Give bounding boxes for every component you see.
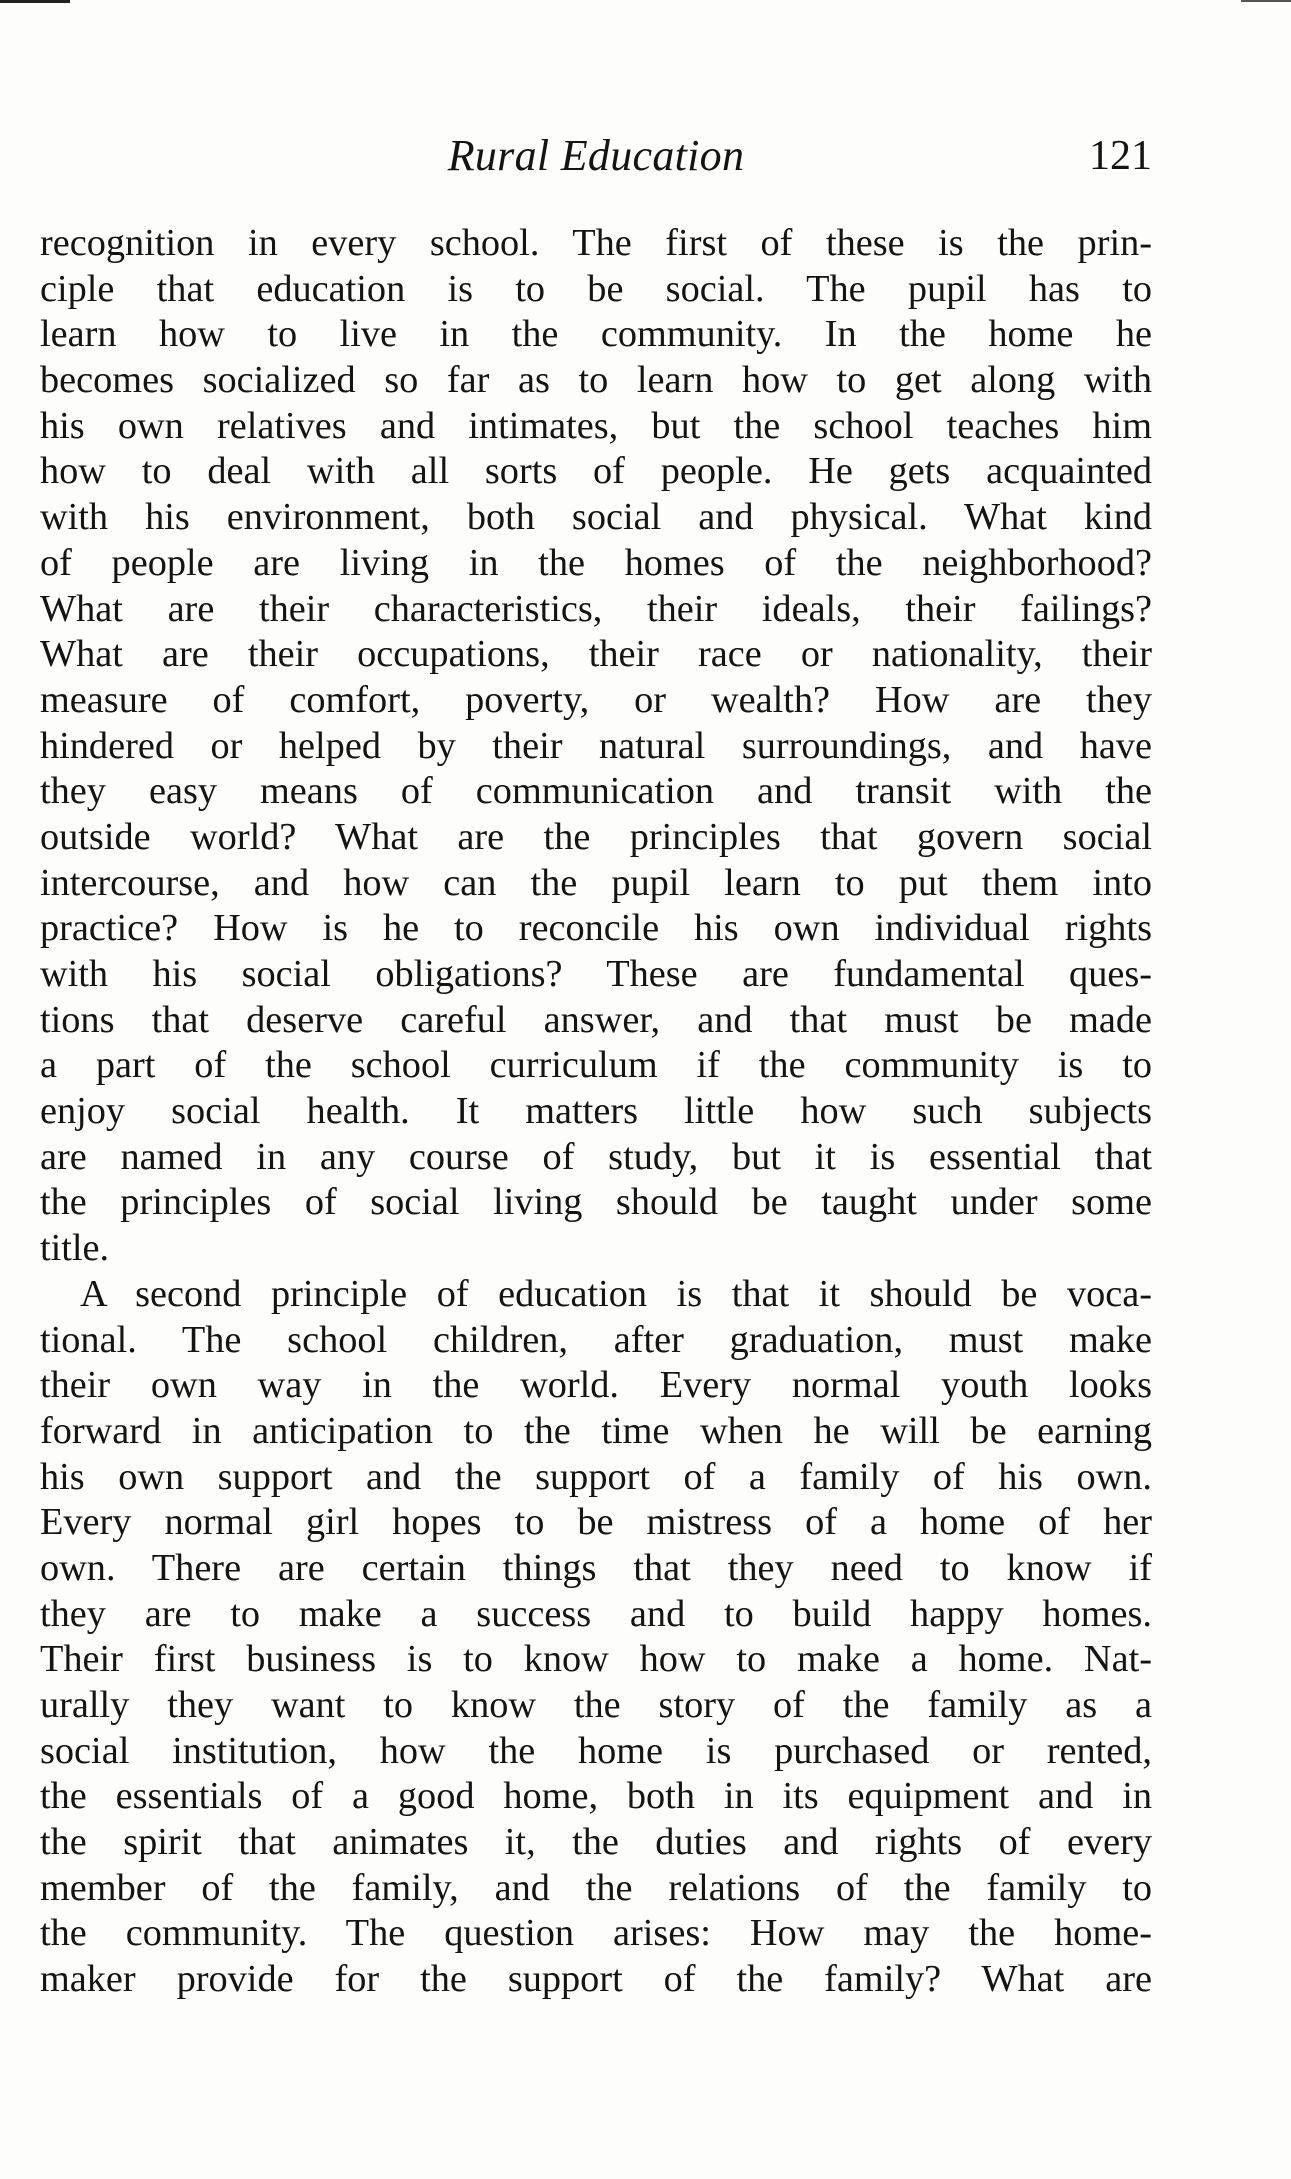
text-line: with his social obligations? These are fundamental ques- — [40, 953, 1152, 995]
text-line: the essentials of a good home, both in its equipment and in — [40, 1775, 1152, 1818]
text-line: urally they want to know the story of the family as a — [40, 1684, 1152, 1726]
text-line: tions that deserve careful answer, and that must be made — [40, 998, 1152, 1041]
text-line: What are their occupations, their race or nationality, their — [40, 633, 1152, 676]
text-line: are named in any course of study, but it is essential that — [40, 1135, 1152, 1178]
scan-edge-mark-right — [1241, 0, 1291, 2]
text-line: becomes socialized so far as to learn how to get along with — [40, 359, 1152, 402]
text-line: of people are living in the homes of the neighborhood? — [40, 541, 1152, 584]
paragraph-end-line: title. — [40, 1227, 110, 1270]
text-line: What are their characteristics, their ideals, their failings? — [40, 587, 1152, 630]
scan-edge-mark — [0, 0, 70, 3]
text-line: outside world? What are the principles that govern social — [40, 815, 1152, 858]
text-line: his own support and the support of a family of his own. — [40, 1455, 1152, 1498]
text-line: they easy means of communication and transit with the — [40, 770, 1152, 813]
text-line: their own way in the world. Every normal youth looks — [40, 1364, 1152, 1407]
text-line: the community. The question arises: How may the home- — [40, 1912, 1152, 1955]
text-line: with his environment, both social and physical. What kind — [40, 496, 1152, 539]
running-head — [40, 128, 1152, 184]
text-line: social institution, how the home is purchased or rented, — [40, 1729, 1152, 1772]
text-line: measure of comfort, poverty, or wealth? How are they — [40, 678, 1152, 721]
text-line: recognition in every school. The first of these is the prin- — [40, 222, 1152, 264]
text-line: hindered or helped by their natural surroundings, and have — [40, 724, 1152, 767]
text-line: enjoy social health. It matters little how such subjects — [40, 1090, 1152, 1133]
text-line: his own relatives and intimates, but the school teaches him — [40, 404, 1152, 447]
running-title: Rural Education — [447, 131, 745, 180]
text-line: member of the family, and the relations of the family to — [40, 1866, 1152, 1909]
paragraph-start-line: A second principle of education is that it should be voca- — [80, 1272, 1152, 1315]
text-line: intercourse, and how can the pupil learn to put them into — [40, 861, 1152, 904]
text-line: the spirit that animates it, the duties and rights of every — [40, 1821, 1152, 1864]
text-line: Their first business is to know how to make a home. Nat- — [40, 1638, 1152, 1681]
page-number: 121 — [1089, 133, 1152, 179]
text-line: they are to make a success and to build happy homes. — [40, 1592, 1152, 1635]
text-line: ciple that education is to be social. The pupil has to — [40, 267, 1152, 310]
text-line: the principles of social living should be taught under some — [40, 1181, 1152, 1224]
text-line: Every normal girl hopes to be mistress of a home of her — [40, 1501, 1152, 1544]
text-line: maker provide for the support of the family? What are — [40, 1958, 1152, 2001]
text-line: how to deal with all sorts of people. He gets acquainted — [40, 450, 1152, 493]
text-line: a part of the school curriculum if the community is to — [40, 1044, 1152, 1087]
text-line: tional. The school children, after graduation, must make — [40, 1318, 1152, 1361]
body-text — [40, 221, 1152, 2003]
text-line: learn how to live in the community. In the home he — [40, 313, 1152, 356]
text-line: practice? How is he to reconcile his own individual rights — [40, 907, 1152, 950]
text-line: forward in anticipation to the time when he will be earning — [40, 1409, 1152, 1452]
text-line: own. There are certain things that they need to know if — [40, 1546, 1152, 1589]
